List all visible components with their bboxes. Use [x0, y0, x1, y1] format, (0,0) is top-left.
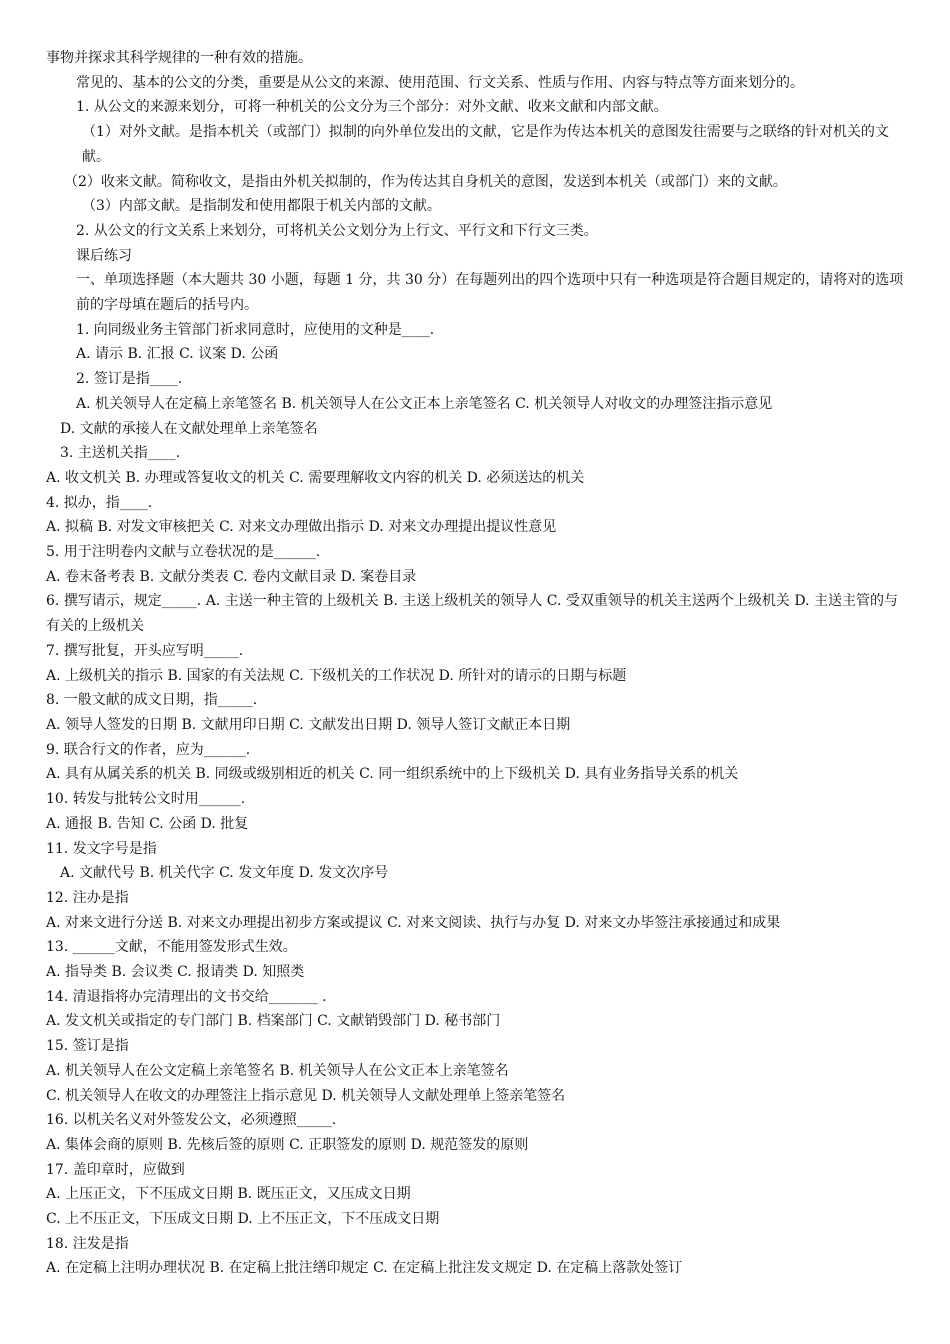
text-line: A. 通报 B. 告知 C. 公函 D. 批复: [46, 815, 249, 832]
text-line: 11. 发文字号是指: [46, 840, 157, 857]
text-line: A. 文献代号 B. 机关代字 C. 发文年度 D. 发文次序号: [60, 865, 389, 882]
text-line: A. 领导人签发的日期 B. 文献用印日期 C. 文献发出日期 D. 领导人签订文献正本日期: [46, 716, 571, 733]
text-line: A. 具有从属关系的机关 B. 同级或级别相近的机关 C. 同一组织系统中的上下级机关 D. 具有业务指导关系的机关: [46, 766, 739, 783]
text-line: C. 上不压正文，下压成文日期 D. 上不压正文，下不压成文日期: [46, 1211, 440, 1228]
text-line: 13. ______文献，不能用签发形式生效。: [46, 939, 297, 956]
text-line: C. 机关领导人在收文的办理签注上指示意见 D. 机关领导人文献处理单上签亲笔签名: [46, 1087, 566, 1104]
text-line: A. 拟稿 B. 对发文审核把关 C. 对来文办理做出指示 D. 对来文办理提出提议性意见: [46, 519, 557, 536]
text-line: A. 卷末备考表 B. 文献分类表 C. 卷内文献目录 D. 案卷目录: [46, 568, 417, 585]
text-line: 12. 注办是指: [46, 889, 129, 906]
text-line: A. 对来文进行分送 B. 对来文办理提出初步方案或提议 C. 对来文阅读、执行与办复 D. 对来文办毕签注承接通过和成果: [46, 914, 781, 931]
text-line: （3）内部文献。是指制发和使用都限于机关内部的文献。: [82, 198, 441, 215]
text-line: 16. 以机关名义对外签发公文，必须遵照_____.: [46, 1112, 337, 1129]
text-line: A. 上级机关的指示 B. 国家的有关法规 C. 下级机关的工作状况 D. 所针对的请示的日期与标题: [46, 667, 627, 684]
text-line: 一、单项选择题（本大题共 30 小题，每题 1 分，共 30 分）在每题列出的四个选项中只有一种选项是符合题目规定的，请将对的选项前的字母填在题后的括号内。: [76, 272, 904, 314]
text-line: A. 上压正文，下不压成文日期 B. 既压正文，又压成文日期: [46, 1186, 411, 1203]
text-line: 2. 签订是指____.: [76, 371, 183, 388]
text-line: A. 在定稿上注明办理状况 B. 在定稿上批注缮印规定 C. 在定稿上批注发文规定 D. 在定稿上落款处签订: [46, 1260, 683, 1277]
text-line: 7. 撰写批复，开头应写明_____.: [46, 642, 244, 659]
text-line: （1）对外文献。是指本机关（或部门）拟制的向外单位发出的文献，它是作为传达本机关的意图发往需要与之联络的针对机关的文献。: [82, 124, 889, 165]
text-line: 4. 拟办，指____.: [46, 494, 153, 511]
text-line: 常见的、基本的公文的分类，重要是从公文的来源、使用范围、行文关系、性质与作用、内容与特点等方面来划分的。: [76, 74, 804, 91]
text-line: 17. 盖印章时，应做到: [46, 1161, 185, 1178]
text-line: 3. 主送机关指____.: [60, 445, 181, 462]
text-line: 9. 联合行文的作者，应为______.: [46, 741, 251, 758]
text-line: A. 集体会商的原则 B. 先核后签的原则 C. 正职签发的原则 D. 规范签发的原则: [46, 1136, 529, 1153]
document-page: [46, 46, 908, 1281]
text-line: 5. 用于注明卷内文献与立卷状况的是______.: [46, 544, 321, 561]
text-line: （2）收来文献。简称收文，是指由外机关拟制的，作为传达其自身机关的意图，发送到本机关（或部门）来的文献。: [64, 173, 787, 190]
text-line: A. 机关领导人在定稿上亲笔签名 B. 机关领导人在公文正本上亲笔签名 C. 机关领导人对收文的办理签注指示意见: [76, 395, 773, 412]
text-line: 18. 注发是指: [46, 1235, 129, 1252]
text-line: 8. 一般文献的成文日期，指_____.: [46, 692, 258, 709]
text-line: 2. 从公文的行文关系上来划分，可将机关公文划分为上行文、平行文和下行文三类。: [76, 222, 598, 239]
text-line: 6. 撰写请示，规定_____. A. 主送一种主管的上级机关 B. 主送上级机关的领导人 C. 受双重领导的机关主送两个上级机关 D. 主送主管的与有关的上级机关: [46, 593, 898, 635]
text-line: A. 机关领导人在公文定稿上亲笔签名 B. 机关领导人在公文正本上亲笔签名: [46, 1062, 509, 1079]
text-line: 14. 清退指将办完清理出的文书交给_______ .: [46, 988, 327, 1005]
text-line: 课后练习: [76, 247, 132, 264]
text-line: A. 指导类 B. 会议类 C. 报请类 D. 知照类: [46, 964, 305, 981]
text-line: 事物并探求其科学规律的一种有效的措施。: [46, 50, 312, 66]
text-line: A. 发文机关或指定的专门部门 B. 档案部门 C. 文献销毁部门 D. 秘书部门: [46, 1013, 501, 1030]
text-line: A. 请示 B. 汇报 C. 议案 D. 公函: [76, 346, 279, 363]
text-line: A. 收文机关 B. 办理或答复收文的机关 C. 需要理解收文内容的机关 D. 必须送达的机关: [46, 469, 585, 486]
text-line: 15. 签订是指: [46, 1038, 129, 1055]
text-line: 10. 转发与批转公文时用______.: [46, 791, 246, 808]
text-line: 1. 从公文的来源来划分，可将一种机关的公文分为三个部分：对外文献、收来文献和内部文献。: [76, 99, 668, 116]
text-line: 1. 向同级业务主管部门祈求同意时，应使用的文种是____.: [76, 321, 435, 338]
text-line: D. 文献的承接人在文献处理单上亲笔签名: [60, 420, 318, 437]
